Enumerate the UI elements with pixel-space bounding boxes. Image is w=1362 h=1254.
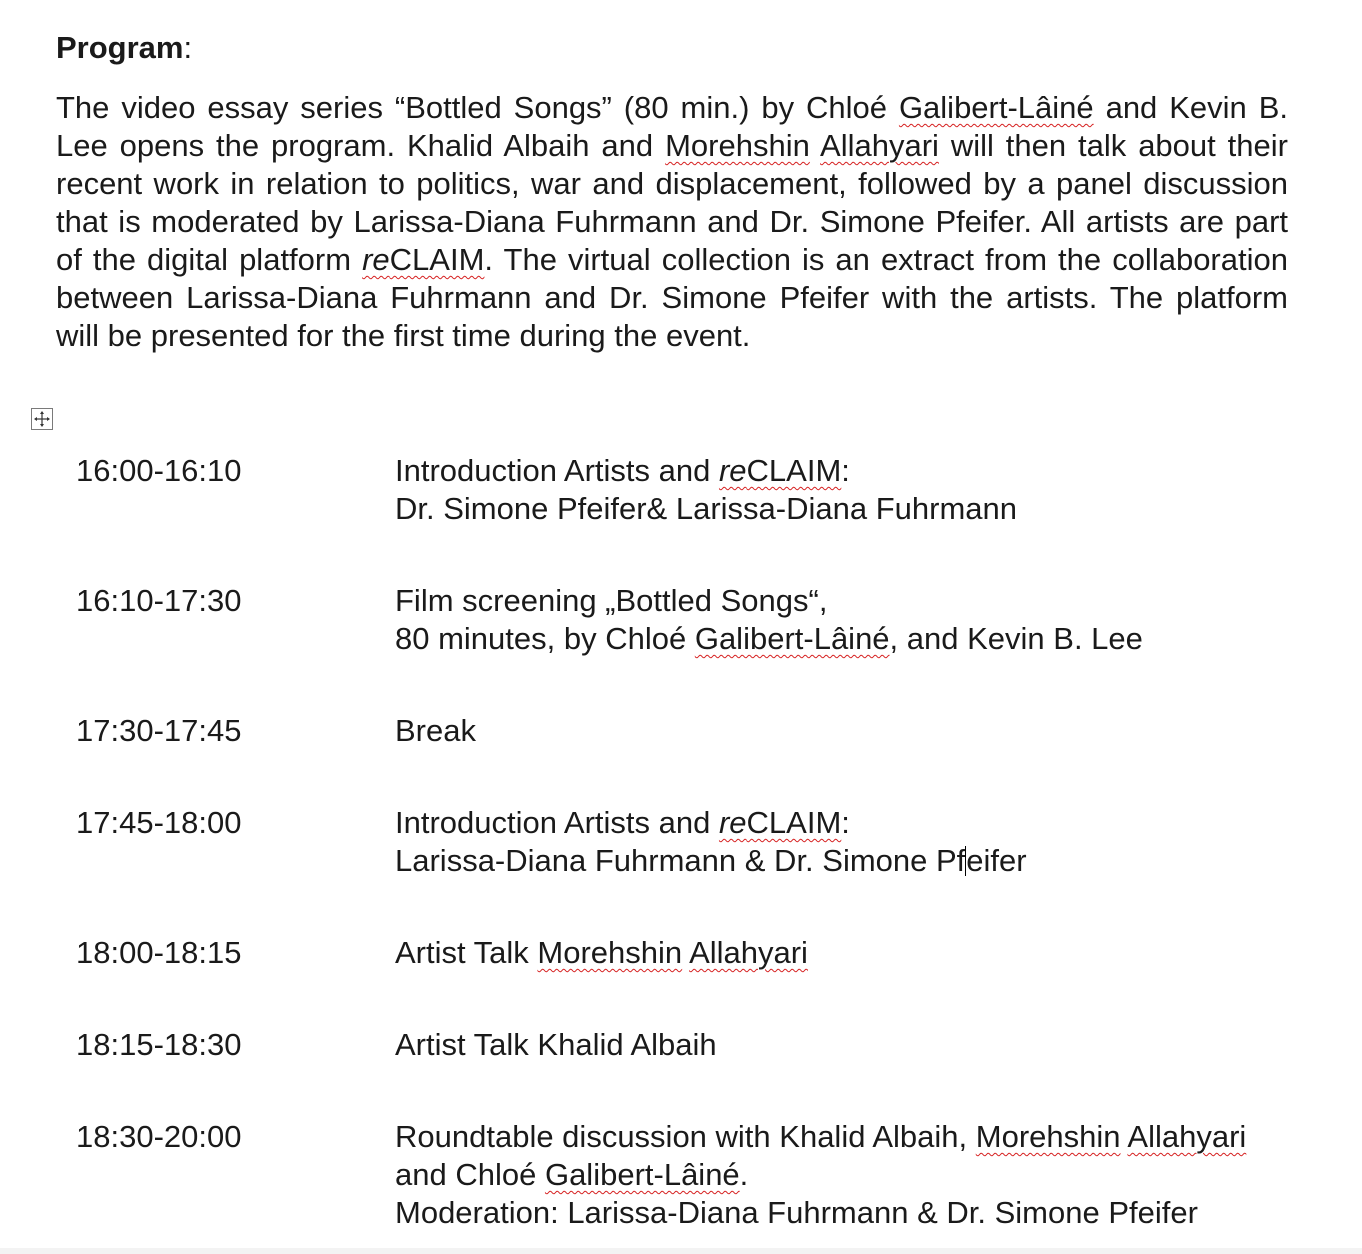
- description-line: [395, 804, 1355, 842]
- schedule-description[interactable]: [395, 712, 1355, 750]
- intro-text: The video essay series “Bottled Songs” (80 min.) by Chloé: [56, 90, 899, 125]
- italic-re: re: [718, 453, 747, 488]
- spellcheck-word[interactable]: [719, 453, 841, 488]
- program-heading: [56, 28, 192, 68]
- schedule-description[interactable]: [395, 804, 1355, 880]
- spellcheck-word[interactable]: Morehshin: [975, 1119, 1121, 1154]
- description-text: , and Kevin B. Lee: [889, 621, 1143, 656]
- description-line: Moderation: Larissa-Diana Fuhrmann & Dr. Simone Pfeifer: [395, 1195, 1198, 1230]
- description-text: 80 minutes, by Chloé: [395, 621, 695, 656]
- schedule-time[interactable]: 18:15-18:30: [76, 1027, 242, 1062]
- description-text: :: [841, 805, 850, 840]
- intro-paragraph[interactable]: [56, 89, 1288, 355]
- schedule-description[interactable]: [395, 452, 1355, 528]
- schedule-description[interactable]: [395, 1118, 1355, 1232]
- description-text: .: [739, 1157, 749, 1192]
- description-line: [395, 842, 1355, 880]
- spellcheck-word[interactable]: Galibert-Lâiné: [694, 621, 890, 656]
- schedule-time[interactable]: 18:30-20:00: [76, 1119, 242, 1154]
- intro-text: will then talk about their recent work in relation to politics, war and displacement, followed by a panel discussion that is moderated by Larissa-Diana Fuhrmann and Dr. Simone Pfeifer. All artists are part of the digital platform: [56, 128, 1288, 277]
- spellcheck-word[interactable]: Morehshin: [537, 935, 683, 970]
- description-line: Artist Talk Khalid Albaih: [395, 1027, 717, 1062]
- schedule-time[interactable]: 16:00-16:10: [76, 453, 242, 488]
- spellcheck-word[interactable]: Allahyari: [820, 128, 939, 163]
- description-text: and Chloé: [395, 1157, 545, 1192]
- schedule-time[interactable]: 17:45-18:00: [76, 805, 242, 840]
- claim-text: CLAIM: [746, 805, 842, 840]
- spellcheck-word[interactable]: Allahyari: [689, 935, 808, 970]
- description-line: [395, 934, 1355, 972]
- spellcheck-word[interactable]: Allahyari: [1127, 1119, 1247, 1154]
- schedule-time[interactable]: 18:00-18:15: [76, 935, 242, 970]
- spellcheck-word[interactable]: [719, 805, 841, 840]
- schedule-time[interactable]: 17:30-17:45: [76, 713, 242, 748]
- description-text: eifer: [966, 843, 1027, 878]
- description-text: Larissa-Diana Fuhrmann & Dr. Simone Pf: [395, 843, 966, 878]
- description-text: Introduction Artists and: [395, 453, 719, 488]
- description-line: Dr. Simone Pfeifer& Larissa-Diana Fuhrmann: [395, 491, 1017, 526]
- description-line: [395, 1118, 1355, 1156]
- italic-re: re: [362, 242, 390, 277]
- description-line: [395, 620, 1355, 658]
- spellcheck-word[interactable]: Galibert-Lâiné: [544, 1157, 740, 1192]
- description-text: Roundtable discussion with Khalid Albaih,: [395, 1119, 976, 1154]
- italic-re: re: [718, 805, 747, 840]
- spellcheck-word[interactable]: Morehshin: [665, 128, 810, 163]
- description-text: :: [841, 453, 850, 488]
- description-text: Introduction Artists and: [395, 805, 719, 840]
- intro-text: . The virtual collection is an extract from the collaboration between Larissa-Diana Fuhrmann and Dr. Simone Pfeifer with the artists. The platform will be presented for the first time during the event.: [56, 242, 1288, 353]
- table-move-handle-icon[interactable]: [31, 408, 53, 430]
- program-heading-colon: :: [183, 30, 193, 65]
- description-text: Artist Talk: [395, 935, 538, 970]
- description-line: Break: [395, 713, 476, 748]
- schedule-time[interactable]: 16:10-17:30: [76, 583, 242, 618]
- claim-text: CLAIM: [746, 453, 842, 488]
- schedule-description[interactable]: [395, 582, 1355, 658]
- page-bottom-edge: [0, 1248, 1362, 1254]
- schedule-description[interactable]: [395, 934, 1355, 972]
- program-heading-label: Program: [56, 30, 184, 65]
- description-line: Film screening „Bottled Songs“,: [395, 583, 828, 618]
- schedule-description[interactable]: [395, 1026, 1355, 1064]
- intro-text: and Kevin B. Lee opens the program. Khalid Albaih and: [56, 90, 1288, 163]
- claim-text: CLAIM: [389, 242, 485, 277]
- spellcheck-word[interactable]: Galibert-Lâiné: [898, 90, 1094, 125]
- spellcheck-word[interactable]: [362, 242, 484, 277]
- description-line: [395, 452, 1355, 490]
- description-line: [395, 1156, 1355, 1194]
